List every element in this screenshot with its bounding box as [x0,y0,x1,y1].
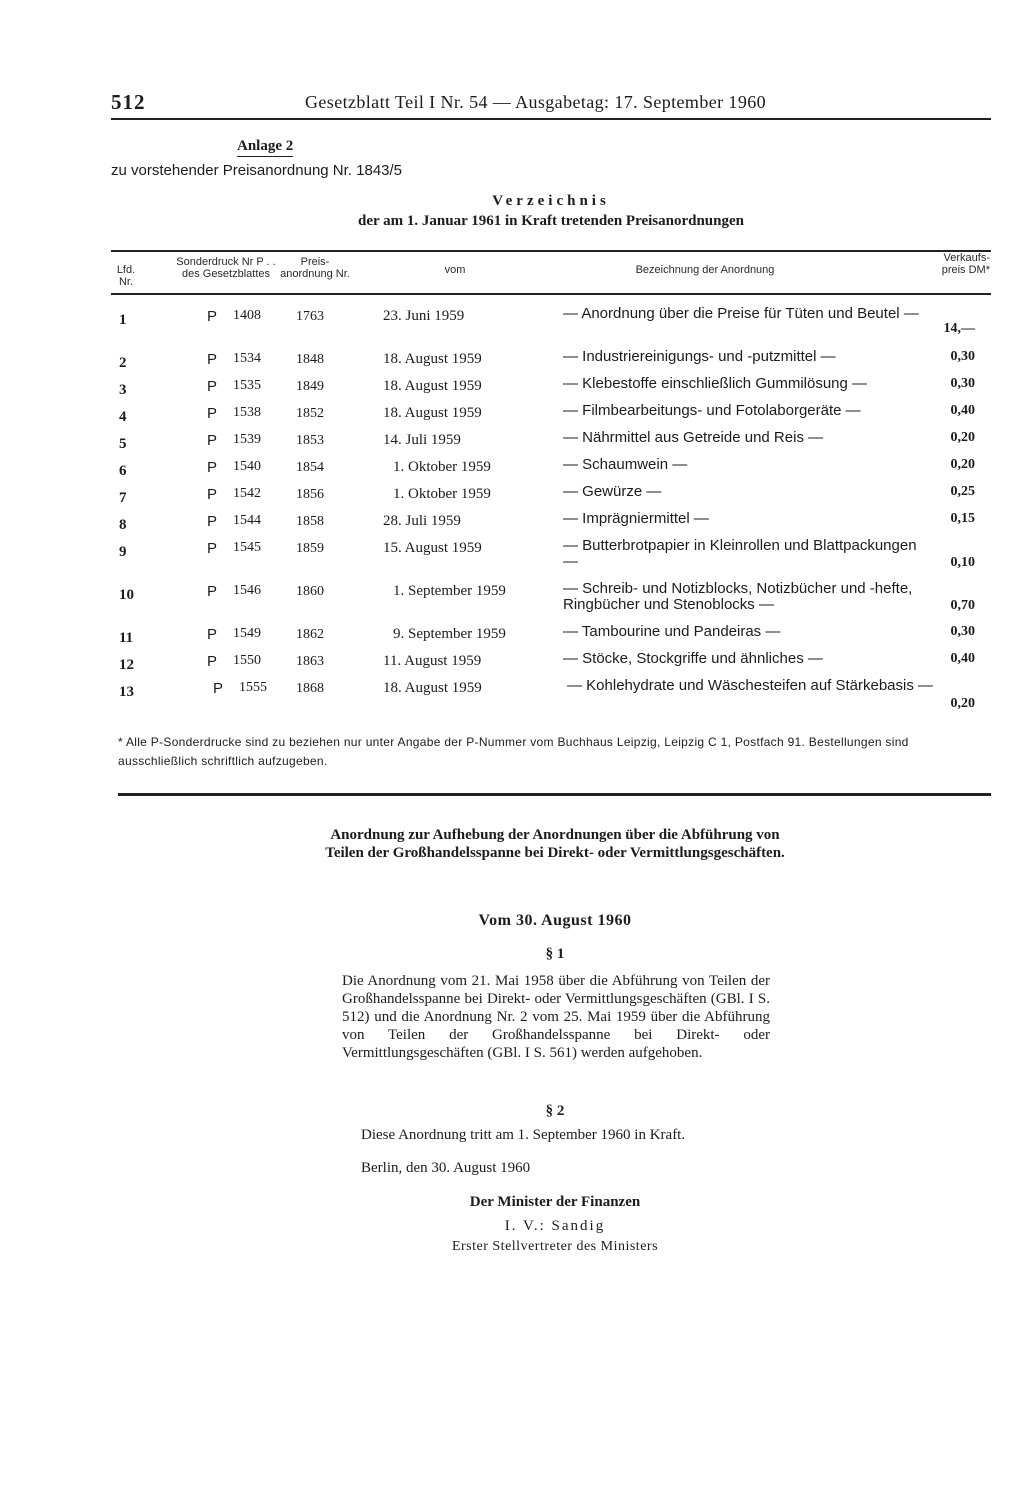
table-row [111,672,991,716]
row-price: 14,— [943,321,975,336]
row-preisanordnung: 1859 [296,541,324,556]
col-header-verkaufspreis: Verkaufs- preis DM* [941,252,990,276]
row-description: — Kohlehydrate und Wäschesteifen auf Stärkebasis — [567,677,934,694]
ordinance-date: Vom 30. August 1960 [478,912,632,929]
col-header-sonderdruck: Sonderdruck Nr P . . des Gesetzblattes [176,256,276,280]
row-preisanordnung: 1853 [296,433,324,448]
row-price: 0,40 [950,403,975,418]
annex-title: Anlage 2 [237,138,293,157]
row-date: 18. August 1959 [383,405,482,421]
signatory-organization: Der Minister der Finanzen [469,1194,641,1210]
row-preisanordnung: 1862 [296,627,324,642]
paragraph-1-text: Die Anordnung vom 21. Mai 1958 über die Abführung von Teilen der Großhandelsspanne bei Direkt- oder Vermittlungsgeschäften (GBl. I S. 512) und die Anordnung Nr. 2 vom 25. Mai 1959 über die Abführung von Teilen der Großhandelsspanne bei Direkt- oder Vermittlungsgeschäften (GBl. I S. 561) werden aufgehoben. [342,973,770,1061]
row-preisanordnung: 1849 [296,379,324,394]
row-price: 0,70 [950,598,975,613]
row-p-prefix: P [207,513,218,530]
row-p-prefix: P [207,540,218,557]
row-date: 18. August 1959 [383,378,482,394]
row-price: 0,30 [950,376,975,391]
row-sonderdruck: 1544 [233,513,261,528]
row-date: 18. August 1959 [383,680,482,696]
signatory-title: Erster Stellvertreter des Ministers [451,1239,659,1254]
row-sonderdruck: 1549 [233,626,261,641]
table-row [111,645,991,672]
row-preisanordnung: 1868 [296,681,324,696]
row-number: 7 [119,490,127,506]
row-preisanordnung: 1860 [296,584,324,599]
annex-reference: zu vorstehender Preisanordnung Nr. 1843/5 [111,162,403,179]
row-preisanordnung: 1763 [296,309,324,324]
paragraph-2-text: Diese Anordnung tritt am 1. September 1960 in Kraft. [361,1127,686,1143]
row-number: 10 [119,587,134,603]
col-header-bezeichnung: Bezeichnung der Anordnung [635,264,775,276]
row-number: 11 [119,630,134,646]
row-date: 14. Juli 1959 [383,432,461,448]
row-p-prefix: P [207,308,218,325]
row-sonderdruck: 1539 [233,432,261,447]
table-rule-header [111,293,991,295]
row-number: 4 [119,409,127,425]
row-date: 11. August 1959 [383,653,482,669]
row-number: 3 [119,382,127,398]
row-sonderdruck: 1534 [233,351,261,366]
table-row [111,532,991,576]
table-footnote: * Alle P-Sonderdrucke sind zu beziehen nur unter Angabe der P-Nummer vom Buchhaus Leipzig, Leipzig C 1, Postfach 91. Bestellungen sind ausschließlich schriftlich aufzugeben. [118,735,909,768]
section-divider [118,793,991,796]
row-sonderdruck: 1408 [233,308,261,323]
table-rule-top [111,250,991,252]
row-p-prefix: P [213,680,224,697]
row-date: 1. Oktober 1959 [393,459,491,475]
table-row [111,478,991,505]
running-head: Gesetzblatt Teil I Nr. 54 — Ausgabetag: 17. September 1960 [305,92,767,112]
row-sonderdruck: 1535 [233,378,261,393]
row-price: 0,20 [950,430,975,445]
table-row [111,451,991,478]
row-description: — Anordnung über die Preise für Tüten und Beutel — [563,305,919,322]
row-p-prefix: P [207,378,218,395]
row-p-prefix: P [207,459,218,476]
row-date: 1. September 1959 [393,583,506,599]
row-number: 1 [119,312,127,328]
row-price: 0,20 [950,457,975,472]
row-p-prefix: P [207,486,218,503]
signatory-name: I. V.: Sandig [504,1218,606,1234]
row-date: 1. Oktober 1959 [393,486,491,502]
row-description: — Butterbrotpapier in Kleinrollen und Blattpackungen — [563,537,917,570]
page-header [111,90,991,118]
row-p-prefix: P [207,432,218,449]
paragraph-2-heading: § 2 [545,1103,565,1119]
row-sonderdruck: 1545 [233,540,261,555]
row-price: 0,40 [950,651,975,666]
row-p-prefix: P [207,653,218,670]
row-date: 18. August 1959 [383,351,482,367]
row-preisanordnung: 1863 [296,654,324,669]
row-number: 6 [119,463,127,479]
row-sonderdruck: 1540 [233,459,261,474]
row-date: 23. Juni 1959 [383,308,465,324]
row-description: — Filmbearbeitungs- und Fotolaborgeräte — [563,402,861,419]
row-number: 9 [119,544,127,560]
row-sonderdruck: 1542 [233,486,261,501]
row-number: 13 [119,684,134,700]
table-row [111,300,991,344]
row-p-prefix: P [207,626,218,643]
place-and-date: Berlin, den 30. August 1960 [361,1160,531,1176]
list-title: Verzeichnis [492,193,610,209]
col-header-preisanordnung: Preis- anordnung Nr. [280,256,350,280]
row-description: — Schreib- und Notizblocks, Notizbücher und -hefte, Ringbücher und Stenoblocks — [563,580,913,613]
row-preisanordnung: 1858 [296,514,324,529]
header-rule [111,118,991,120]
row-date: 9. September 1959 [393,626,506,642]
page-number: 512 [111,90,146,114]
col-header-vom: vom [444,264,466,276]
row-price: 0,15 [950,511,975,526]
ordinance-title: Anordnung zur Aufhebung der Anordnungen über die Abführung von Teilen der Großhandelsspanne bei Direkt- oder Vermittlungsgeschäften. [325,827,785,861]
row-number: 8 [119,517,127,533]
table-row [111,575,991,619]
table-row [111,370,991,397]
row-number: 12 [119,657,134,673]
row-price: 0,30 [950,349,975,364]
col-header-lfd-nr: Lfd. Nr. [116,264,136,288]
row-description: — Gewürze — [563,483,662,500]
row-date: 28. Juli 1959 [383,513,461,529]
row-description: — Klebestoffe einschließlich Gummilösung — [563,375,868,392]
row-preisanordnung: 1852 [296,406,324,421]
row-description: — Imprägniermittel — [563,510,709,527]
row-number: 5 [119,436,127,452]
paragraph-1-heading: § 1 [545,946,565,962]
row-sonderdruck: 1550 [233,653,261,668]
row-sonderdruck: 1538 [233,405,261,420]
row-sonderdruck: 1555 [239,680,267,695]
table-row [111,397,991,424]
row-description: — Nährmittel aus Getreide und Reis — [563,429,824,446]
row-price: 0,25 [950,484,975,499]
row-sonderdruck: 1546 [233,583,261,598]
row-p-prefix: P [207,351,218,368]
row-price: 0,20 [950,696,975,711]
row-description: — Industriereinigungs- und -putzmittel — [563,348,836,365]
row-price: 0,30 [950,624,975,639]
row-date: 15. August 1959 [383,540,482,556]
row-preisanordnung: 1856 [296,487,324,502]
table-row [111,618,991,645]
row-description: — Schaumwein — [563,456,688,473]
list-subtitle: der am 1. Januar 1961 in Kraft tretenden Preisanordnungen [358,213,744,229]
row-p-prefix: P [207,405,218,422]
table-row [111,505,991,532]
table-row [111,343,991,370]
table-row [111,424,991,451]
row-description: — Tambourine und Pandeiras — [563,623,781,640]
row-number: 2 [119,355,127,371]
row-preisanordnung: 1854 [296,460,324,475]
row-preisanordnung: 1848 [296,352,324,367]
row-price: 0,10 [950,555,975,570]
row-description: — Stöcke, Stockgriffe und ähnliches — [563,650,823,667]
row-p-prefix: P [207,583,218,600]
